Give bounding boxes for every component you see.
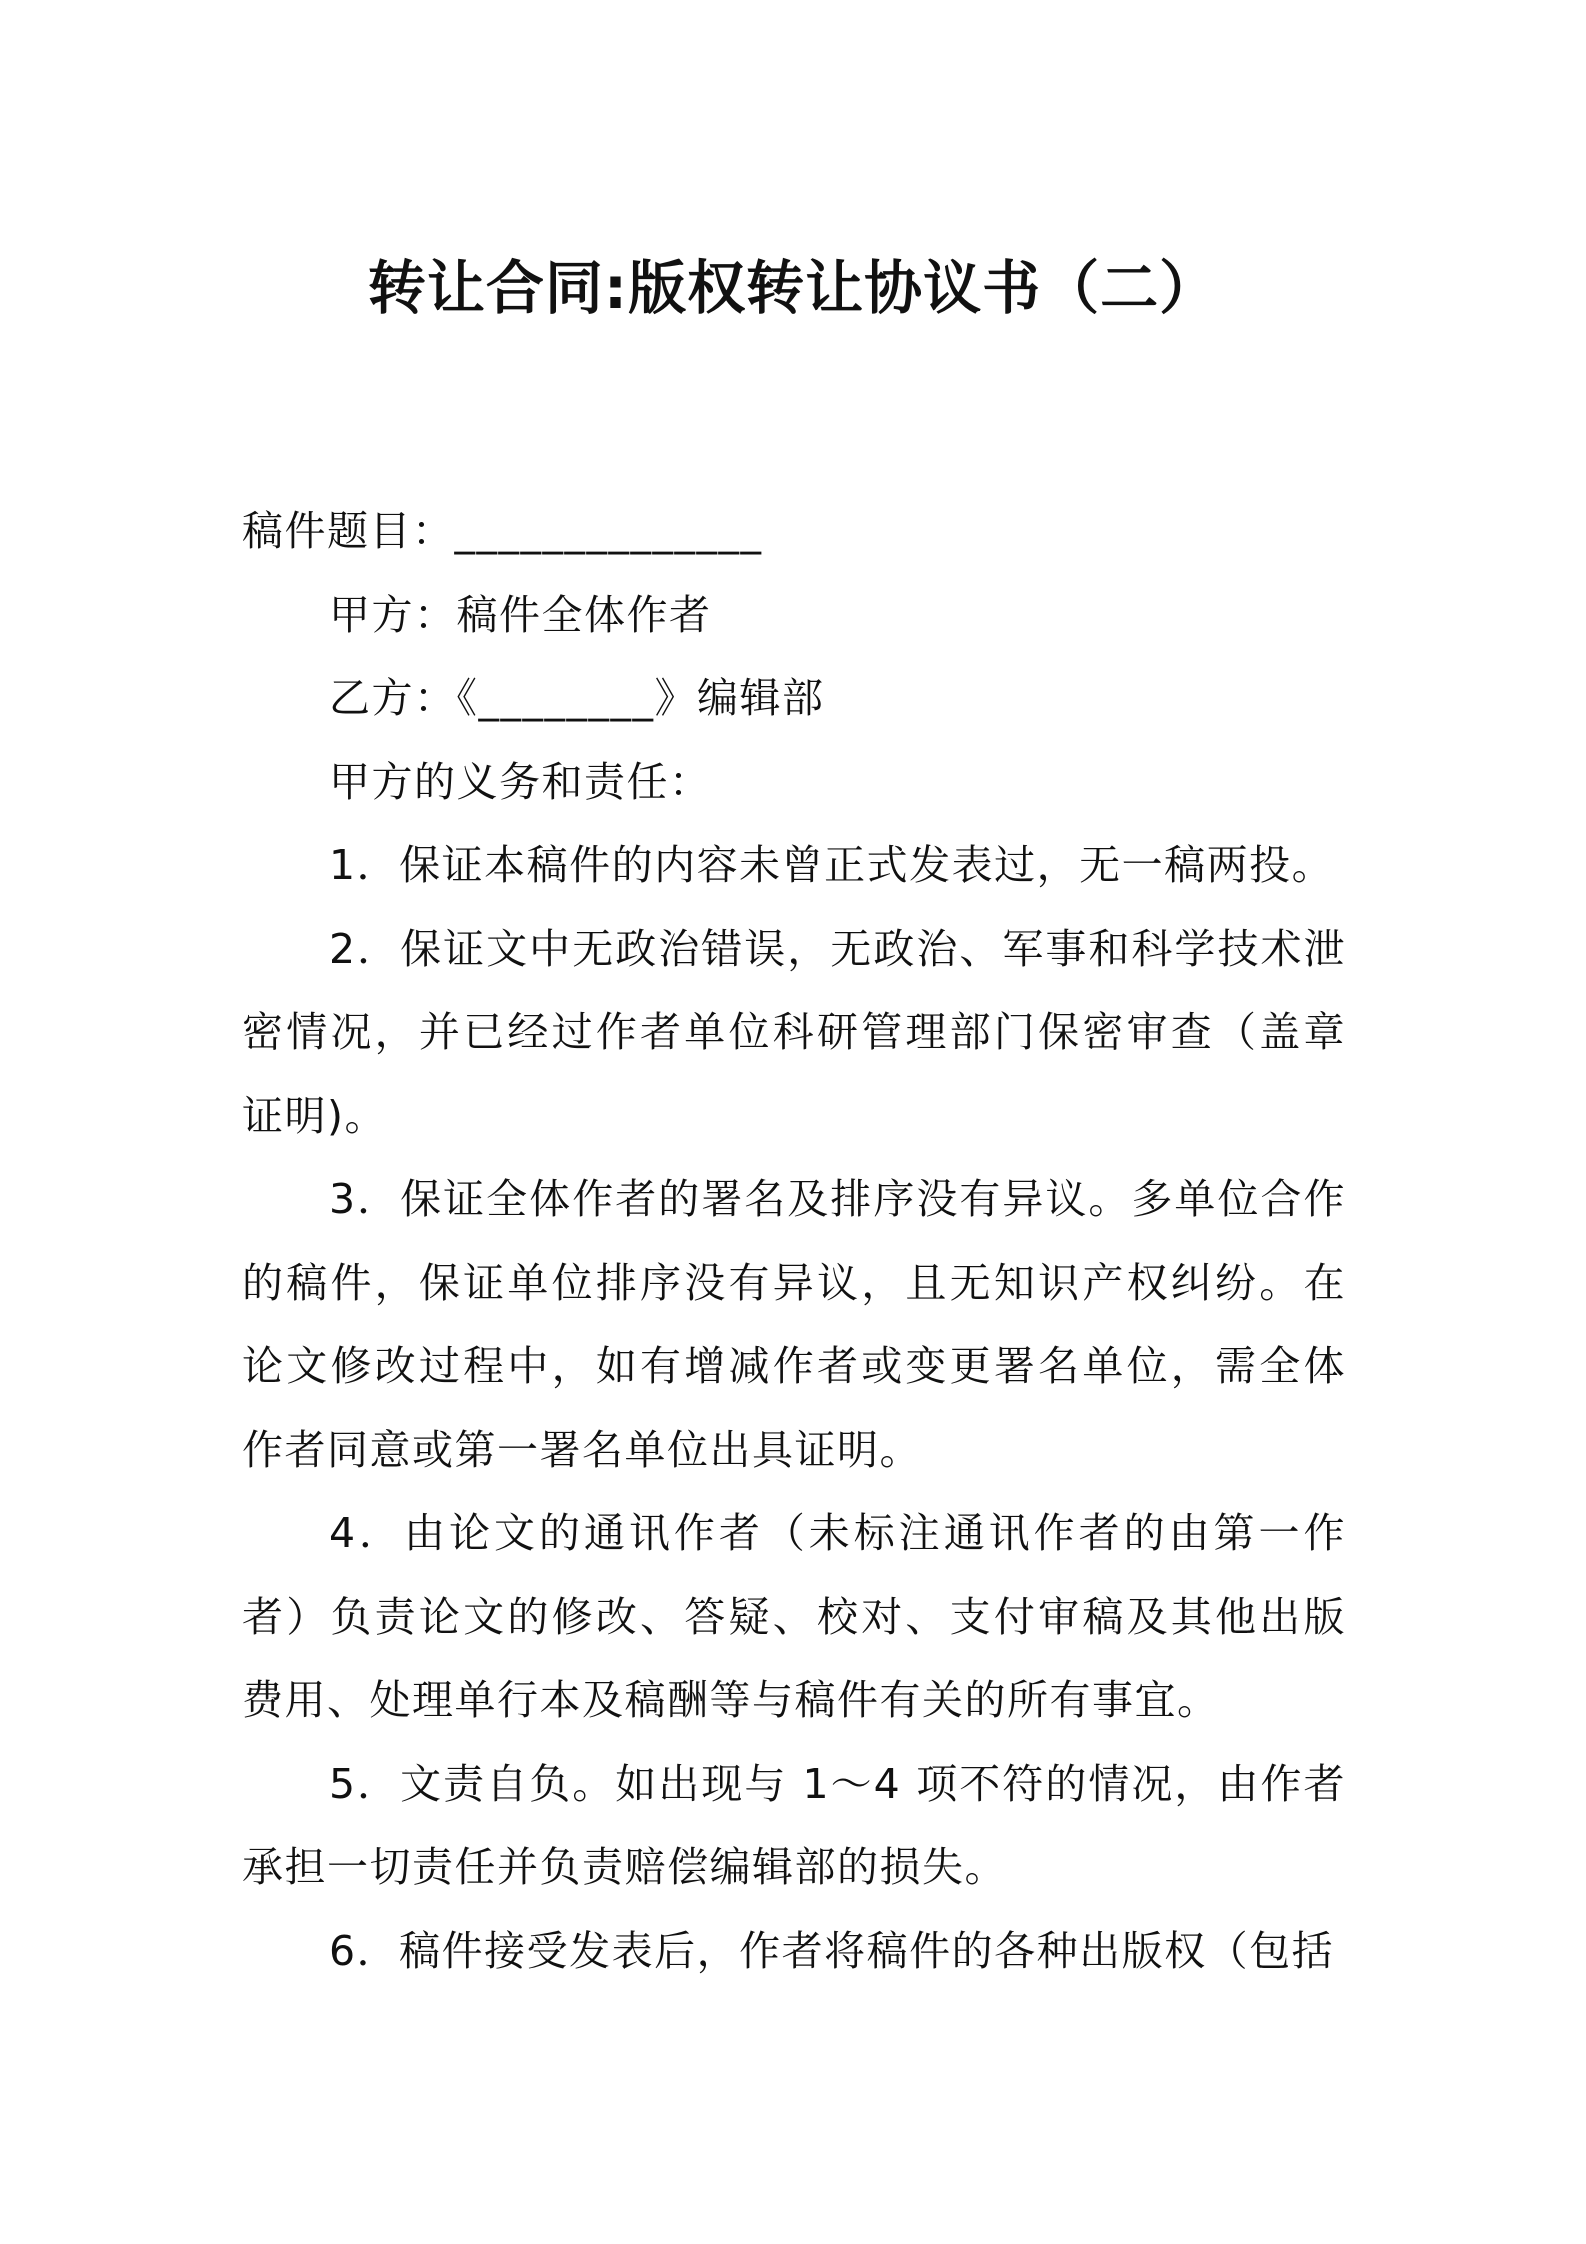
clause-5: 5．文责自负。如出现与 1～4 项不符的情况，由作者承担一切责任并负责赔偿编辑部的损失。 <box>242 1759 1346 1891</box>
obligations-heading: 甲方的义务和责任： <box>329 757 712 806</box>
clause-4: 4．由论文的通讯作者（未标注通讯作者的由第一作者）负责论文的修改、答疑、校对、支付审稿及其他出版费用、处理单行本及稿酬等与稿件有关的所有事宜。 <box>242 1509 1346 1724</box>
clause-2: 2．保证文中无政治错误，无政治、军事和科学技术泄密情况，并已经过作者单位科研管理部门保密审查（盖章证明)。 <box>242 924 1346 1140</box>
party-a-line: 甲方：稿件全体作者 <box>329 590 712 639</box>
clause-1: 1．保证本稿件的内容未曾正式发表过，无一稿两投。 <box>329 841 1335 889</box>
party-b-line: 乙方：《________》编辑部 <box>329 674 825 722</box>
document-body <box>242 490 1346 1993</box>
document-title: 转让合同:版权转让协议书（二） <box>367 254 1219 322</box>
clause-3: 3．保证全体作者的署名及排序没有异议。多单位合作的稿件，保证单位排序没有异议，且无知识产权纠纷。在论文修改过程中，如有增减作者或变更署名单位，需全体作者同意或第一署名单位出具证明。 <box>242 1175 1346 1474</box>
clause-6: 6．稿件接受发表后，作者将稿件的各种出版权（包括 <box>329 1926 1335 1975</box>
manuscript-title-field: 稿件题目：______________ <box>242 507 763 555</box>
